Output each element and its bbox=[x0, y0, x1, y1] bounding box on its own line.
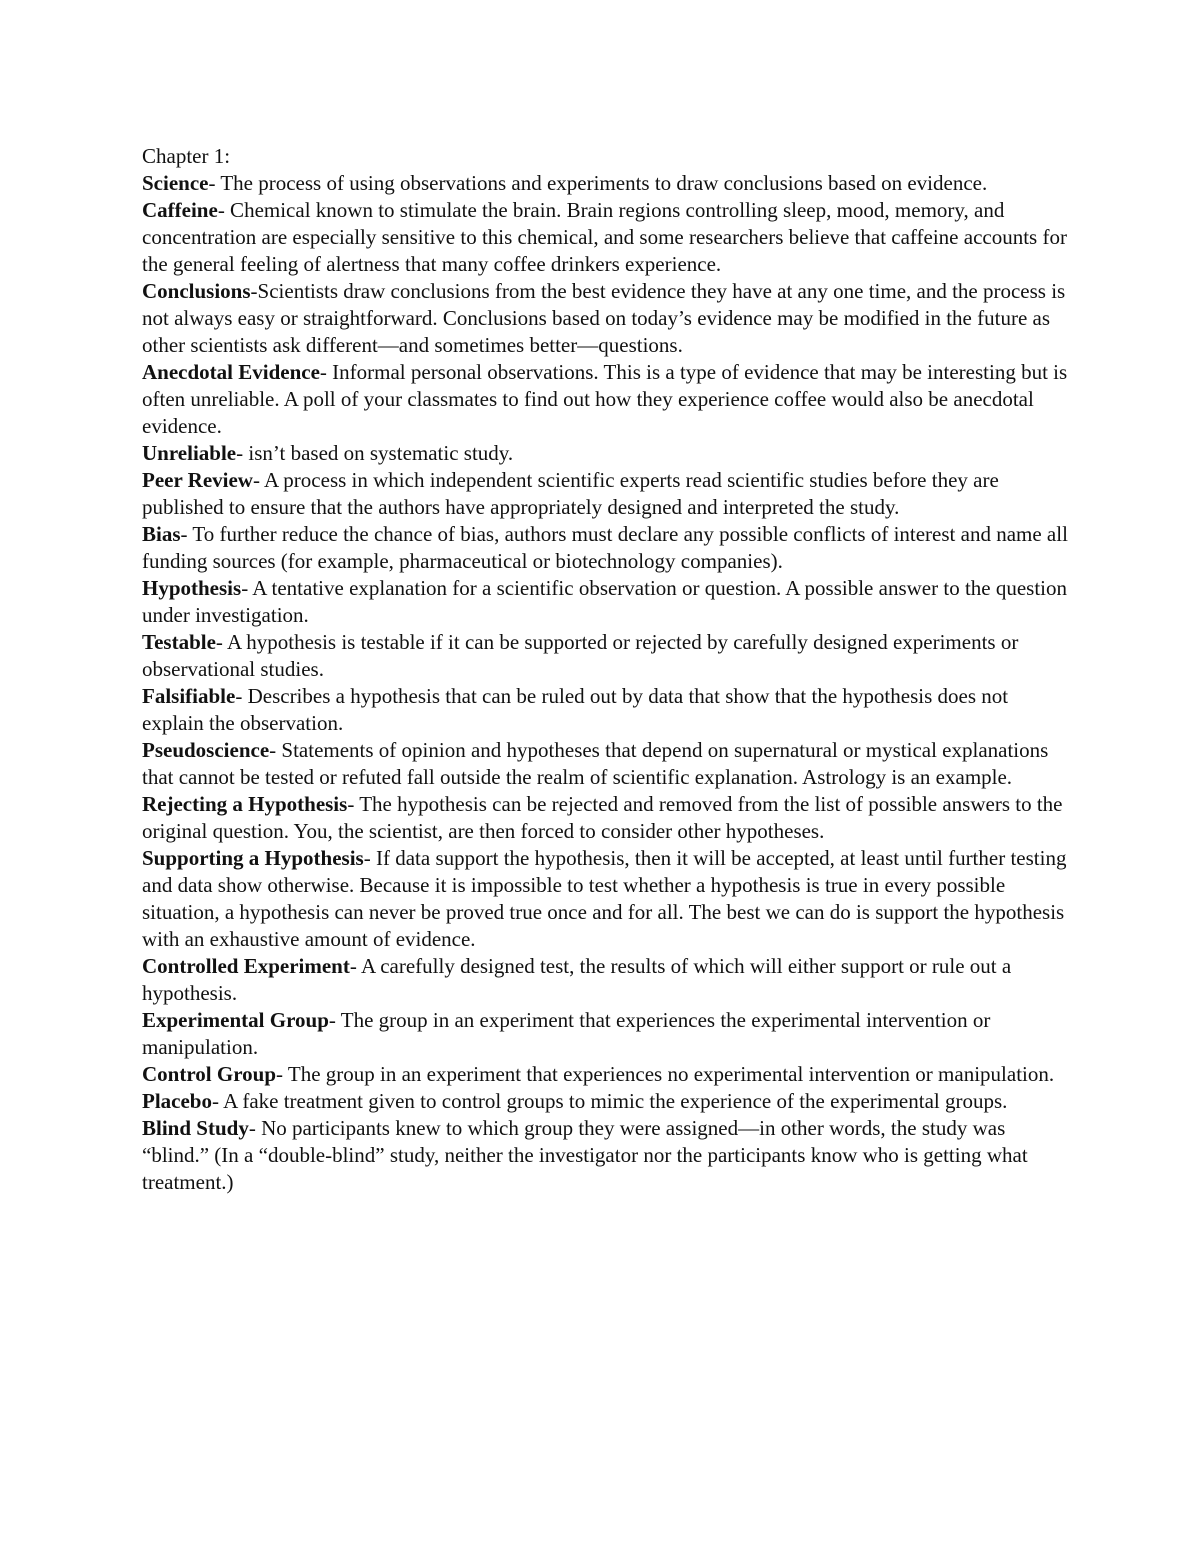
glossary-definition: - isn’t based on systematic study. bbox=[236, 441, 514, 465]
glossary-term: Control Group bbox=[142, 1062, 276, 1086]
glossary-entry-testable bbox=[142, 629, 1072, 683]
glossary-term: Caffeine bbox=[142, 198, 218, 222]
glossary-definition: - Chemical known to stimulate the brain. Brain regions controlling sleep, mood, memory, and concentration are especially sensitive to this chemical, and some researchers believe that caffeine accounts for the general feeling of alertness that many coffee drinkers experience. bbox=[142, 198, 1067, 276]
glossary-term: Controlled Experiment bbox=[142, 954, 350, 978]
glossary-term: Placebo bbox=[142, 1089, 212, 1113]
glossary-entry-conclusions bbox=[142, 278, 1072, 359]
glossary-term: Conclusions bbox=[142, 279, 251, 303]
glossary-entry-rejecting-a-hypothesis bbox=[142, 791, 1072, 845]
glossary-definition: - To further reduce the chance of bias, authors must declare any possible conflicts of interest and name all funding sources (for example, pharmaceutical or biotechnology companies). bbox=[142, 522, 1068, 573]
glossary-entry-caffeine bbox=[142, 197, 1072, 278]
glossary-term: Unreliable bbox=[142, 441, 237, 465]
glossary-definition: - A carefully designed test, the results of which will either support or rule out a hypothesis. bbox=[142, 954, 1012, 1005]
glossary-term: Pseudoscience bbox=[142, 738, 270, 762]
glossary-definition: - Describes a hypothesis that can be ruled out by data that show that the hypothesis does not explain the observation. bbox=[142, 684, 1009, 735]
glossary-term: Peer Review bbox=[142, 468, 253, 492]
chapter-heading: Chapter 1: bbox=[142, 144, 231, 168]
glossary-entry-supporting-a-hypothesis bbox=[142, 845, 1072, 953]
glossary-term: Hypothesis bbox=[142, 576, 242, 600]
glossary-entry-unreliable bbox=[142, 440, 1072, 467]
glossary-definition: - A fake treatment given to control groups to mimic the experience of the experimental groups. bbox=[211, 1089, 1008, 1113]
glossary-term: Blind Study bbox=[142, 1116, 249, 1140]
glossary-entry-control-group bbox=[142, 1061, 1072, 1088]
glossary-definition: - If data support the hypothesis, then it will be accepted, at least until further testing and data show otherwise. Because it is impossible to test whether a hypothesis is true in every possible situation, a hypothesis can never be proved true once and for all. The best we can do is support the hypothesis with an exhaustive amount of evidence. bbox=[142, 846, 1067, 951]
glossary-definition: - A process in which independent scientific experts read scientific studies before they are published to ensure that the authors have appropriately designed and interpreted the study. bbox=[142, 468, 999, 519]
glossary-entry-controlled-experiment bbox=[142, 953, 1072, 1007]
glossary-definition: - Statements of opinion and hypotheses that depend on supernatural or mystical explanations that cannot be tested or refuted fall outside the realm of scientific explanation. Astrology is an example. bbox=[142, 738, 1049, 789]
glossary-term: Anecdotal Evidence bbox=[142, 360, 320, 384]
glossary-entry-bias bbox=[142, 521, 1072, 575]
glossary-term: Experimental Group bbox=[142, 1008, 329, 1032]
glossary-entry-hypothesis bbox=[142, 575, 1072, 629]
glossary-definition: - No participants knew to which group they were assigned—in other words, the study was “blind.” (In a “double-blind” study, neither the investigator nor the participants know who is getting what treatment.) bbox=[142, 1116, 1028, 1194]
glossary-term: Testable bbox=[142, 630, 216, 654]
glossary-term: Rejecting a Hypothesis bbox=[142, 792, 348, 816]
glossary-definition: - The group in an experiment that experiences the experimental intervention or manipulation. bbox=[142, 1008, 991, 1059]
glossary-entry-anecdotal-evidence bbox=[142, 359, 1072, 440]
glossary-term: Bias bbox=[142, 522, 181, 546]
glossary-term: Supporting a Hypothesis bbox=[142, 846, 364, 870]
glossary-definition: - A tentative explanation for a scientific observation or question. A possible answer to the question under investigation. bbox=[142, 576, 1068, 627]
document-body bbox=[142, 143, 1072, 1196]
glossary-term: Falsifiable bbox=[142, 684, 236, 708]
glossary-term: Science bbox=[142, 171, 209, 195]
glossary-definition: - A hypothesis is testable if it can be supported or rejected by carefully designed experiments or observational studies. bbox=[142, 630, 1019, 681]
glossary-entry-pseudoscience bbox=[142, 737, 1072, 791]
glossary-entry-science bbox=[142, 170, 1072, 197]
glossary-entry-peer-review bbox=[142, 467, 1072, 521]
glossary-entry-placebo bbox=[142, 1088, 1072, 1115]
glossary-definition: - Informal personal observations. This is a type of evidence that may be interesting but is often unreliable. A poll of your classmates to find out how they experience coffee would also be anecdotal evidence. bbox=[142, 360, 1068, 438]
glossary-entry-falsifiable bbox=[142, 683, 1072, 737]
glossary-definition: - The hypothesis can be rejected and removed from the list of possible answers to the original question. You, the scientist, are then forced to consider other hypotheses. bbox=[142, 792, 1063, 843]
glossary-definition: - The process of using observations and experiments to draw conclusions based on evidence. bbox=[208, 171, 988, 195]
glossary-definition: -Scientists draw conclusions from the best evidence they have at any one time, and the process is not always easy or straightforward. Conclusions based on today’s evidence may be modified in the future as other scientists ask different—and sometimes better—questions. bbox=[142, 279, 1066, 357]
glossary-entry-experimental-group bbox=[142, 1007, 1072, 1061]
glossary-definition: - The group in an experiment that experiences no experimental intervention or manipulation. bbox=[276, 1062, 1055, 1086]
glossary-entry-blind-study bbox=[142, 1115, 1072, 1196]
